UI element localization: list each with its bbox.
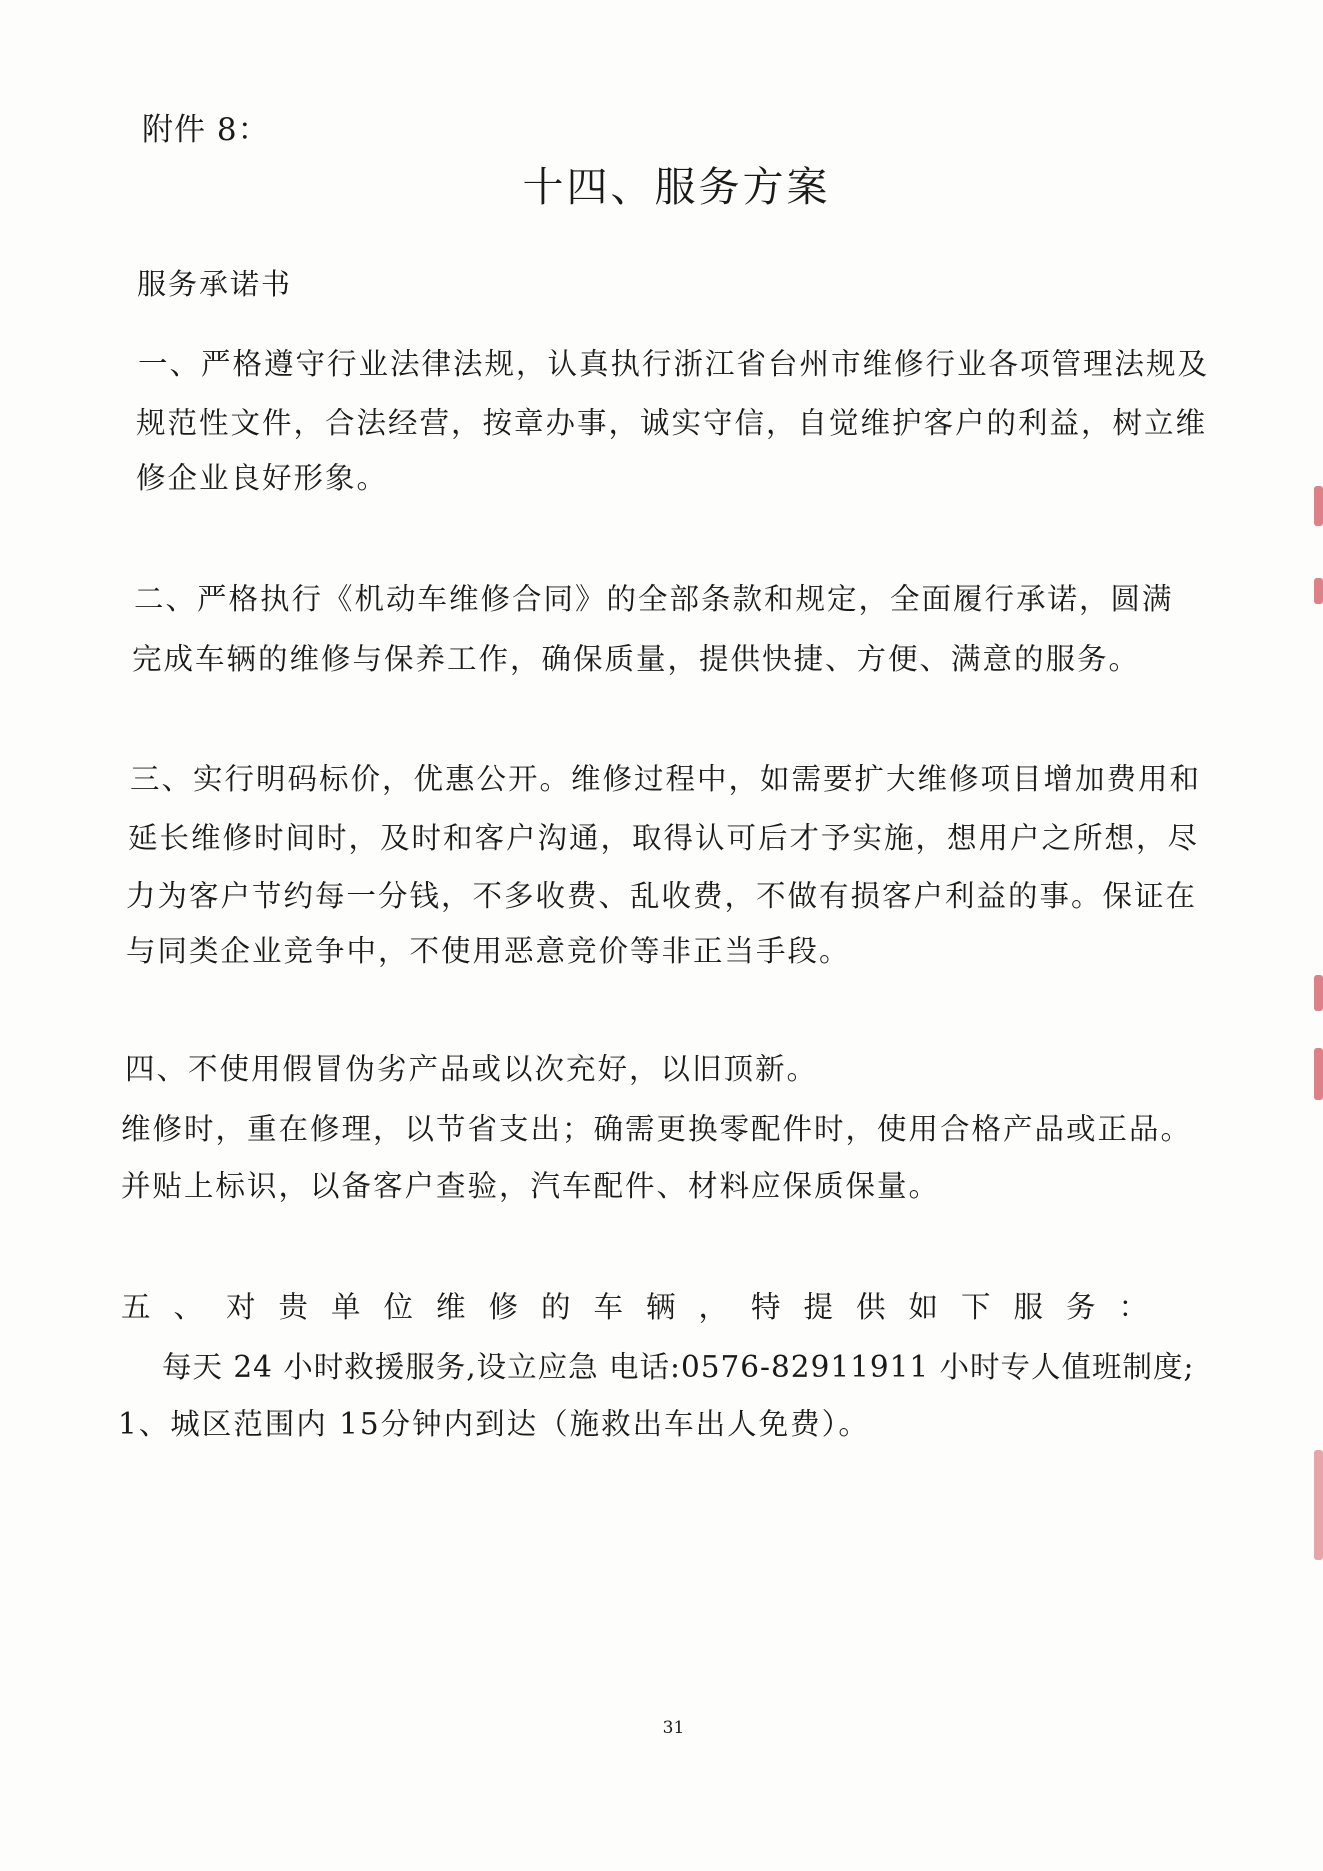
section-4-line-1: 四、不使用假冒伪劣产品或以次充好，以旧顶新。 <box>125 1052 819 1086</box>
seal-fragment <box>1314 578 1323 604</box>
section-2-line-2: 完成车辆的维修与保养工作，确保质量，提供快捷、方便、满意的服务。 <box>132 642 1141 676</box>
seal-fragment <box>1314 1450 1323 1560</box>
section-5-line-2: 每天 24 小时救援服务,设立应急 电话:0576-82911911 小时专人值班制度; <box>162 1350 1195 1384</box>
section-1-line-3: 修企业良好形象。 <box>136 461 389 495</box>
section-4-line-3: 并贴上标识，以备客户查验，汽车配件、材料应保质保量。 <box>121 1169 941 1203</box>
seal-fragment <box>1314 1048 1323 1100</box>
section-1-line-2: 规范性文件，合法经营，按章办事，诚实守信，自觉维护客户的利益，树立维 <box>136 406 1208 440</box>
page-number: 31 <box>662 1718 685 1738</box>
section-3-line-1: 三、实行明码标价，优惠公开。维修过程中，如需要扩大维修项目增加费用和 <box>130 762 1202 796</box>
section-3-line-3: 力为客户节约每一分钱，不多收费、乱收费，不做有损客户利益的事。保证在 <box>126 879 1198 913</box>
section-5-line-3: 1、城区范围内 15分钟内到达（施救出车出人免费）。 <box>118 1407 870 1441</box>
section-1-line-1: 一、严格遵守行业法律法规，认真执行浙江省台州市维修行业各项管理法规及 <box>138 347 1210 381</box>
attachment-label: 附件 8： <box>142 112 270 148</box>
subtitle: 服务承诺书 <box>137 267 293 301</box>
section-2-line-1: 二、严格执行《机动车维修合同》的全部条款和规定，全面履行承诺，圆满 <box>134 582 1174 616</box>
section-3-line-2: 延长维修时间时，及时和客户沟通，取得认可后才予实施，想用户之所想，尽 <box>128 821 1200 855</box>
section-3-line-4: 与同类企业竞争中，不使用恶意竞价等非正当手段。 <box>126 934 851 968</box>
seal-fragment <box>1314 486 1323 526</box>
page-title: 十四、服务方案 <box>522 163 831 211</box>
seal-fragment <box>1314 975 1323 1011</box>
section-4-line-2: 维修时，重在修理，以节省支出；确需更换零配件时，使用合格产品或正品。 <box>121 1112 1193 1146</box>
section-5-line-1: 五、对贵单位维修的车辆，特提供如下服务： <box>121 1290 1172 1324</box>
